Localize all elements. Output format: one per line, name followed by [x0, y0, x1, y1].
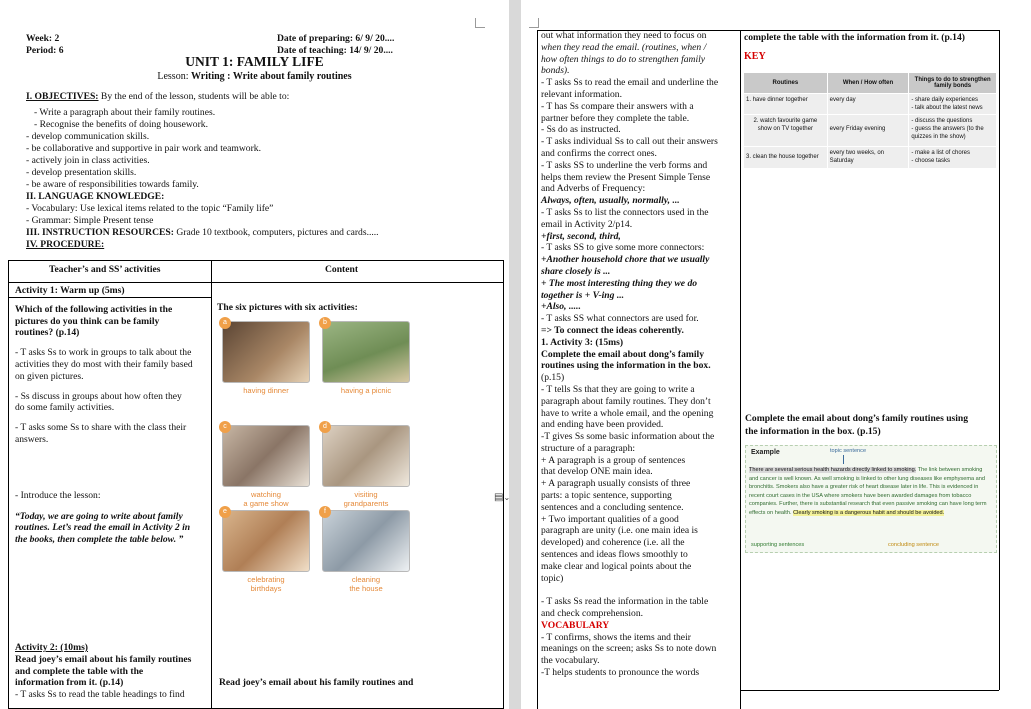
- activity-line: out what information they need to focus on: [541, 30, 707, 41]
- grammar-line: - Grammar: Simple Present tense: [26, 215, 154, 226]
- photo-badge: f: [319, 506, 331, 518]
- objectives-heading: I. OBJECTIVES:: [26, 91, 99, 102]
- topic-sentence-label: topic sentence: [830, 448, 867, 454]
- activity-line: relevant information.: [541, 88, 622, 100]
- key-table: [743, 72, 997, 169]
- page-corner-mark: [529, 18, 539, 28]
- activity3-instruction-line: the information in the box. (p.15): [745, 426, 881, 437]
- activity-line: - Ss do as instructed.: [541, 124, 621, 136]
- table-row: 1. have dinner together every day - share daily experiences - talk about the latest news: [744, 94, 997, 115]
- activity-line: topic): [541, 572, 564, 584]
- lesson-label: Lesson:: [157, 71, 189, 82]
- week-label: Week: 2: [26, 33, 60, 44]
- activity-line: +first, second, third,: [541, 230, 621, 242]
- activity1-step-line: on given pictures.: [15, 370, 84, 382]
- activity-line: Complete the email about dong’s family: [541, 348, 704, 360]
- photo-visiting-grandparents: [322, 425, 410, 487]
- date-teaching: Date of teaching: 14/ 9/ 20....: [277, 45, 393, 56]
- photo-having-a-picnic: [322, 321, 410, 383]
- activity-line: and Adverbs of Frequency:: [541, 183, 646, 195]
- activity-line: + A paragraph is a group of sentences: [541, 454, 686, 466]
- activity-line: email in Activity 2/p14.: [541, 218, 633, 230]
- lesson-title: Writing : Write about family routines: [190, 71, 352, 82]
- example-concluding-sentence: Clearly smoking is a dangerous habit and should be avoided.: [793, 509, 945, 516]
- activity-line: - T has Ss compare their answers with a: [541, 100, 694, 112]
- activity-line: +Another household chore that we usually: [541, 254, 710, 266]
- objective-item: - be aware of responsibilities towards family.: [26, 179, 199, 190]
- key-header: When / How often: [827, 73, 909, 94]
- photo-badge: c: [219, 421, 231, 433]
- activity-line: 1. Activity 3: (15ms): [541, 336, 624, 348]
- activity-line: when they read the email. (routines, when /: [541, 41, 707, 53]
- activity-line: and ending have been provided.: [541, 419, 664, 431]
- activity-line: and confirms the correct ones.: [541, 147, 657, 159]
- activity-line: => To connect the ideas coherently.: [541, 324, 684, 336]
- quote-line: the books, then complete the table below. ”: [15, 534, 184, 546]
- photo-label: visiting grandparents: [343, 490, 389, 508]
- activity-line: - T asks SS to underline the verb forms and: [541, 159, 708, 171]
- activity-line: the vocabulary.: [541, 655, 600, 667]
- photo-cell: [322, 321, 410, 395]
- activity-line: have to write a whole email, and the opening: [541, 407, 714, 419]
- photo-having-dinner: [222, 321, 310, 383]
- unit-title: UNIT 1: FAMILY LIFE: [185, 54, 324, 69]
- quote-line: “Today, we are going to write about family: [15, 510, 183, 522]
- activity-line: how often things to do to strengthen family: [541, 53, 706, 65]
- activity-line: routines using the information in the box.: [541, 360, 711, 372]
- chevron-down-icon: ⌄: [503, 493, 511, 502]
- activity2-title: Activity 2: (10ms): [15, 642, 88, 653]
- activity1-step-line: do some family activities.: [15, 402, 115, 414]
- example-label: Example: [751, 449, 780, 456]
- example-topic-sentence: There are several serious health hazards directly linked to smoking.: [749, 467, 917, 473]
- activity2-line: Read joey’s email about his family routines: [15, 653, 192, 665]
- activity2-line: - T asks Ss to read the table headings to find: [15, 689, 185, 701]
- key-label: KEY: [744, 51, 766, 62]
- table-right-border: [999, 30, 1000, 690]
- table-row: 2. watch favourite game show on TV together every Friday evening - discuss the questions - guess the answers (to the quizzes in the show): [744, 115, 997, 147]
- quote-line: routines. Let’s read the email in Activity 2 in: [15, 522, 191, 534]
- activity2-line: and complete the table with the: [15, 665, 144, 677]
- activity-line: paragraph about family routines. They don’t: [541, 395, 711, 407]
- activity-line: - T asks Ss read the information in the table: [541, 596, 709, 608]
- activity-line: paragraph are unity (i.e. one main idea is: [541, 525, 698, 537]
- photo-badge: d: [319, 421, 331, 433]
- photo-badge: e: [219, 506, 231, 518]
- key-header: Things to do to strengthen family bonds: [909, 73, 997, 94]
- photo-badge: a: [219, 317, 231, 329]
- table-header-activities: Teacher’s and SS’ activities: [49, 264, 161, 275]
- activities-column-continued: [541, 30, 737, 679]
- objective-item: - be collaborative and supportive in pair work and teamwork.: [26, 143, 261, 154]
- example-paragraph: [749, 466, 993, 518]
- activity-line: developed) and coherence (i.e. all the: [541, 537, 685, 549]
- objective-item: - actively join in class activities.: [26, 155, 150, 166]
- content-pictures-caption: The six pictures with six activities:: [217, 302, 358, 313]
- table-row: 3. clean the house together every two weeks, on Saturday - make a list of chores - choose tasks: [744, 147, 997, 169]
- activity3-instruction-line: Complete the email about dong’s family routines using: [745, 413, 969, 424]
- table-header-content: Content: [325, 264, 359, 275]
- resources-text: Grade 10 textbook, computers, pictures and cards.....: [173, 227, 379, 238]
- photo-cleaning-the-house: [322, 510, 410, 572]
- photo-label: cleaning the house: [349, 575, 383, 593]
- column-divider: [740, 30, 741, 709]
- document-page-right: [521, 0, 1031, 709]
- activity-line: - T asks Ss to list the connectors used in the: [541, 206, 709, 218]
- photo-cell: [322, 510, 410, 593]
- activity-line: - T asks SS to give some more connectors:: [541, 242, 705, 254]
- activity-line: make clear and logical points about the: [541, 560, 692, 572]
- activity-line: bonds).: [541, 65, 570, 77]
- activity-line: + A paragraph usually consists of three: [541, 478, 691, 490]
- activity1-question-line: pictures do you think can be family: [15, 315, 160, 327]
- objective-item: - Write a paragraph about their family routines.: [34, 107, 216, 118]
- activity1-title: Activity 1: Warm up (5ms): [15, 285, 125, 296]
- activity-line: +Also, .....: [541, 301, 581, 313]
- photo-cell: [322, 425, 410, 508]
- activity-line: Always, often, usually, normally, ...: [541, 195, 680, 207]
- lesson-line: [0, 71, 509, 82]
- activity-line: - T confirms, shows the items and their: [541, 631, 691, 643]
- objective-item: - Recognise the benefits of doing housework.: [34, 119, 208, 130]
- activity1-step-line: - T asks some Ss to share with the class their: [15, 422, 187, 434]
- photo-cell: [222, 321, 310, 395]
- photo-label: having a picnic: [340, 386, 392, 395]
- photo-cell: [222, 425, 310, 508]
- activity-line: meanings on the screen; asks Ss to note down: [541, 643, 717, 655]
- objectives-intro: By the end of the lesson, students will be able to:: [98, 91, 290, 102]
- activity-line: sentences and a concluding sentence.: [541, 501, 684, 513]
- activity1-step-line: - T asks Ss to work in groups to talk about the: [15, 347, 192, 359]
- activity1-step-line: activities they do most with their family based: [15, 358, 193, 370]
- activity-line: - T asks Ss to read the email and underline the: [541, 77, 719, 89]
- document-page-left: [0, 0, 509, 709]
- photo-label: having dinner: [243, 386, 289, 395]
- activity-line: - T asks SS what connectors are used for.: [541, 313, 699, 325]
- activity-line: helps them review the Present Simple Tense: [541, 171, 711, 183]
- photo-label: celebrating birthdays: [247, 575, 285, 593]
- activity1-question-line: routines? (p.14): [15, 327, 80, 339]
- layout-options-button[interactable]: [494, 492, 524, 510]
- activity2-line: information from it. (p.14): [15, 677, 124, 689]
- vocabulary-line: - Vocabulary: Use lexical items related to the topic “Family life”: [26, 203, 274, 214]
- activity-line: structure of a paragraph:: [541, 442, 636, 454]
- concluding-sentence-label: concluding sentence: [888, 542, 940, 548]
- paragraph-example-box: [745, 445, 997, 553]
- activity-line: -T gives Ss some basic information about the: [541, 431, 715, 443]
- period-label: Period: 6: [26, 45, 64, 56]
- procedure-heading: IV. PROCEDURE:: [26, 239, 105, 250]
- language-heading: II. LANGUAGE KNOWLEDGE:: [26, 191, 165, 202]
- objective-item: - develop communication skills.: [26, 131, 150, 142]
- activity2-block: [15, 642, 209, 701]
- date-preparing: Date of preparing: 6/ 9/ 20....: [277, 33, 395, 44]
- photo-badge: b: [319, 317, 331, 329]
- activity-line: VOCABULARY: [541, 619, 610, 631]
- key-header: Routines: [744, 73, 828, 94]
- page-corner-mark: [475, 18, 485, 28]
- photo-label: watching a game show: [243, 490, 289, 508]
- objective-item: - develop presentation skills.: [26, 167, 137, 178]
- activity-line: sentences and ideas flows smoothly to: [541, 549, 688, 561]
- activity1-question-line: Which of the following activities in the: [15, 303, 173, 315]
- activity-line: - T tells Ss that they are going to write a: [541, 383, 695, 395]
- activities-column: [15, 285, 209, 546]
- photo-cell: [222, 510, 310, 593]
- photo-watching-game-show: [222, 425, 310, 487]
- example-supporting-sentences: The link between smoking and cancer is well known. As well smoking is linked to other lung diseases like emphysema and bronchitis. Smokers also have a greater risk of heart disease later in life. This is evidenced in recent court cases in the USA where smokers have been awarded damages from tobacco companies. Further, there is substantial research that even passive smoking can have long term effects on health.: [749, 467, 987, 516]
- activity-line: + The most interesting thing they we do: [541, 277, 698, 289]
- introduce-lesson: - Introduce the lesson:: [15, 489, 101, 501]
- activity1-step-line: - Ss discuss in groups about how often they: [15, 390, 182, 402]
- activity-line: (p.15): [541, 372, 565, 384]
- key-table-instruction: complete the table with the information from it. (p.14): [744, 32, 965, 43]
- activity-line: -T helps students to pronounce the words: [541, 667, 700, 679]
- layout-options-icon: ▤: [494, 492, 504, 503]
- activity-line: - T asks individual Ss to call out their answers: [541, 136, 718, 148]
- activity-line: together is + V-ing ...: [541, 289, 625, 301]
- activity1-step-line: answers.: [15, 433, 49, 445]
- activity-line: share closely is ...: [541, 265, 611, 277]
- activity-line: [541, 584, 737, 596]
- activity-line: + Two important qualities of a good: [541, 513, 679, 525]
- activity-line: partner before they complete the table.: [541, 112, 690, 124]
- page-gutter: [509, 0, 521, 709]
- table-bottom-border: [740, 690, 999, 691]
- resources-heading: III. INSTRUCTION RESOURCES:: [26, 227, 174, 238]
- activity-line: and check comprehension.: [541, 608, 644, 620]
- supporting-sentences-label: supporting sentences: [751, 542, 805, 548]
- content-read-caption: Read joey’s email about his family routines and: [219, 677, 414, 688]
- objectives-section: [26, 91, 496, 251]
- photo-celebrating-birthdays: [222, 510, 310, 572]
- activity-line: parts: a topic sentence, supporting: [541, 490, 672, 502]
- activity-line: that develop ONE main idea.: [541, 466, 653, 478]
